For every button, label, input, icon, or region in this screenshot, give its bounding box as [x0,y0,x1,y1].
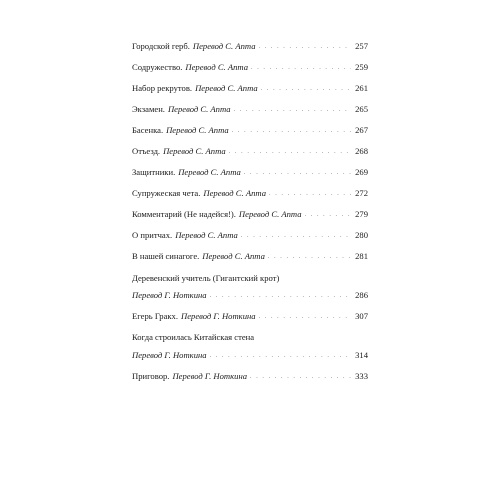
toc-entry-translator: Перевод С. Апта [178,167,241,178]
toc-entry-title: Егерь Гракх. [132,311,178,322]
dot-leader [268,252,351,264]
toc-entry-page: 314 [355,350,368,361]
dot-leader [261,84,351,96]
toc-entry-page: 257 [355,41,368,51]
toc-entry-translator: Перевод С. Апта [195,83,258,94]
dot-leader [241,231,351,243]
toc-entry-page: 261 [355,83,368,94]
toc-entry [132,332,368,363]
toc-entry-title: Когда строилась Китайская стена [132,332,255,343]
toc-entry [132,371,368,385]
toc-entry-title: Содружество. [132,62,183,73]
toc-entry-translator: Перевод С. Апта [185,62,249,73]
toc-entry-title: Деревенский учитель (Гигантский крот) [132,272,280,283]
toc-entry [132,41,368,55]
toc-entry-translator: Перевод С. Апта [166,125,229,136]
dot-leader [259,312,351,324]
dot-leader [250,372,351,384]
toc-entry-translator: Перевод С. Апта [167,104,231,115]
toc-entry-page: 280 [355,230,368,241]
dot-leader [232,126,351,138]
toc-entry-translator: Перевод Г. Ноткина [172,371,248,382]
toc-entry-translator: Перевод С. Апта [192,41,256,51]
dot-leader [229,147,351,159]
toc-entry-title: Городской герб. [132,41,190,51]
toc-entry [132,104,368,118]
dot-leader [244,168,351,180]
toc-entry [132,209,368,223]
toc-entry-title: Набор рекрутов. [132,83,193,94]
toc-entry [132,167,368,181]
dot-leader [234,105,351,117]
toc-entry-page: 307 [355,311,368,322]
toc-entry-page: 281 [355,251,368,262]
toc-entry [132,125,368,139]
dot-leader [210,291,351,303]
toc-entry [132,146,368,160]
toc-entry-title: О притчах. [132,230,173,241]
toc-entry-title: Комментарий (Не надейся!). [132,209,236,220]
toc-entry-page: 333 [355,371,368,382]
toc-entry-page: 286 [355,290,368,301]
toc-entry-translator: Перевод С. Апта [175,230,238,241]
toc-entry-translator: Перевод Г. Ноткина [132,290,207,301]
toc-entry-title: Экзамен. [132,104,165,115]
toc-entry [132,273,368,304]
toc-entry [132,230,368,244]
toc-entry-page: 267 [355,125,368,136]
toc-entry [132,62,368,76]
toc-entry-title: Приговор. [132,371,170,382]
dot-leader [251,63,351,75]
toc-entry-title: Басенка. [132,125,164,136]
toc-entry-translator: Перевод Г. Ноткина [181,311,256,322]
toc-entry-page: 269 [355,167,368,178]
dot-leader [210,351,351,363]
toc-entry [132,311,368,325]
dot-leader [259,42,352,54]
toc-entry-page: 272 [355,188,368,199]
toc-entry [132,188,368,202]
toc-entry-translator: Перевод С. Апта [163,146,226,157]
toc-entry [132,83,368,97]
toc-entry-translator: Перевод С. Апта [238,209,302,220]
toc-entry-title: Защитники. [132,167,176,178]
toc-entry-title: В нашей синагоге. [132,251,200,262]
toc-entry-translator: Перевод Г. Ноткина [132,350,207,361]
dot-leader [269,189,351,201]
toc-entry-title: Отъезд. [132,146,161,157]
toc-entry-page: 268 [355,146,368,157]
toc-entry-page: 265 [355,104,368,115]
toc-entry-page: 259 [355,62,368,73]
toc-entry-translator: Перевод С. Апта [203,188,266,199]
table-of-contents [132,41,368,392]
toc-entry [132,251,368,265]
toc-entry-translator: Перевод С. Апта [202,251,265,262]
toc-entry-page: 279 [355,209,368,220]
toc-entry-title: Супружеская чета. [132,188,201,199]
dot-leader [305,210,351,222]
